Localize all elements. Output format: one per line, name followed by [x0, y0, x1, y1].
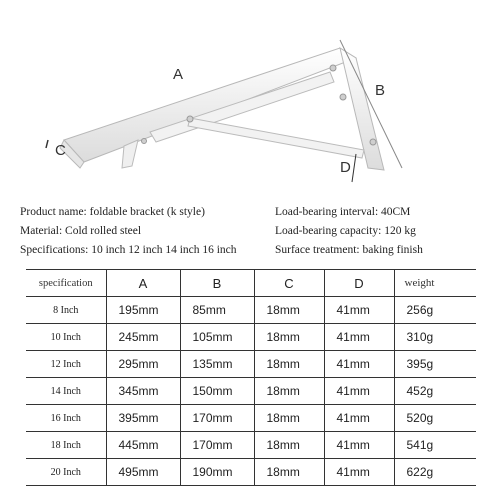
cell-b: 170mm	[180, 432, 254, 459]
material-text: Material: Cold rolled steel	[20, 225, 142, 237]
cell-c: 18mm	[254, 351, 324, 378]
bracket-product-image	[0, 0, 480, 200]
cell-size: 12 Inch	[26, 351, 106, 378]
table-header-row	[26, 270, 476, 297]
dimension-tick-c	[46, 140, 48, 148]
header-c: C	[254, 270, 324, 297]
dimension-label-a: A	[173, 66, 184, 83]
cell-d: 41mm	[324, 459, 394, 486]
product-specs	[0, 206, 480, 266]
cell-weight: 541g	[394, 432, 476, 459]
cell-a: 495mm	[106, 459, 180, 486]
cell-a: 345mm	[106, 378, 180, 405]
rivet	[370, 139, 376, 145]
header-specification: specification	[26, 270, 106, 297]
cell-size: 8 Inch	[26, 297, 106, 324]
load-interval-text: Load-bearing interval: 40CM	[275, 206, 411, 218]
rivet	[340, 94, 346, 100]
cell-size: 18 Inch	[26, 432, 106, 459]
cell-b: 190mm	[180, 459, 254, 486]
cell-weight: 256g	[394, 297, 476, 324]
cell-weight: 395g	[394, 351, 476, 378]
cell-size: 16 Inch	[26, 405, 106, 432]
cell-d: 41mm	[324, 351, 394, 378]
cell-d: 41mm	[324, 297, 394, 324]
cell-b: 85mm	[180, 297, 254, 324]
header-weight: weight	[394, 270, 476, 297]
table-row	[26, 405, 476, 432]
cell-b: 170mm	[180, 405, 254, 432]
cell-a: 395mm	[106, 405, 180, 432]
rivet	[330, 65, 336, 71]
cell-size: 14 Inch	[26, 378, 106, 405]
bracket-drawing	[0, 0, 480, 200]
cell-a: 245mm	[106, 324, 180, 351]
cell-c: 18mm	[254, 432, 324, 459]
cell-c: 18mm	[254, 324, 324, 351]
cell-d: 41mm	[324, 405, 394, 432]
specifications-text: Specifications: 10 inch 12 inch 14 inch 16 inch	[20, 244, 237, 256]
cell-c: 18mm	[254, 378, 324, 405]
table-row	[26, 351, 476, 378]
cell-weight: 452g	[394, 378, 476, 405]
table-row	[26, 459, 476, 486]
cell-weight: 622g	[394, 459, 476, 486]
rivet	[142, 139, 147, 144]
product-name-text: Product name: foldable bracket (k style)	[20, 206, 205, 218]
dimension-label-b: B	[375, 82, 386, 99]
dimension-label-c: C	[55, 142, 66, 159]
table-row	[26, 297, 476, 324]
cell-b: 150mm	[180, 378, 254, 405]
cell-d: 41mm	[324, 432, 394, 459]
cell-size: 10 Inch	[26, 324, 106, 351]
surface-treatment-text: Surface treatment: baking finish	[275, 244, 423, 256]
cell-a: 295mm	[106, 351, 180, 378]
cell-a: 195mm	[106, 297, 180, 324]
table-row	[26, 378, 476, 405]
cell-d: 41mm	[324, 378, 394, 405]
cell-weight: 520g	[394, 405, 476, 432]
size-table	[26, 269, 476, 486]
table-row	[26, 324, 476, 351]
cell-c: 18mm	[254, 459, 324, 486]
cell-b: 135mm	[180, 351, 254, 378]
cell-weight: 310g	[394, 324, 476, 351]
cell-c: 18mm	[254, 297, 324, 324]
cell-b: 105mm	[180, 324, 254, 351]
dimension-label-d: D	[340, 159, 351, 176]
cell-size: 20 Inch	[26, 459, 106, 486]
header-b: B	[180, 270, 254, 297]
cell-d: 41mm	[324, 324, 394, 351]
load-capacity-text: Load-bearing capacity: 120 kg	[275, 225, 416, 237]
dimension-line-d	[352, 154, 356, 182]
header-a: A	[106, 270, 180, 297]
table-row	[26, 432, 476, 459]
cell-c: 18mm	[254, 405, 324, 432]
cell-a: 445mm	[106, 432, 180, 459]
header-d: D	[324, 270, 394, 297]
rivet	[187, 116, 193, 122]
